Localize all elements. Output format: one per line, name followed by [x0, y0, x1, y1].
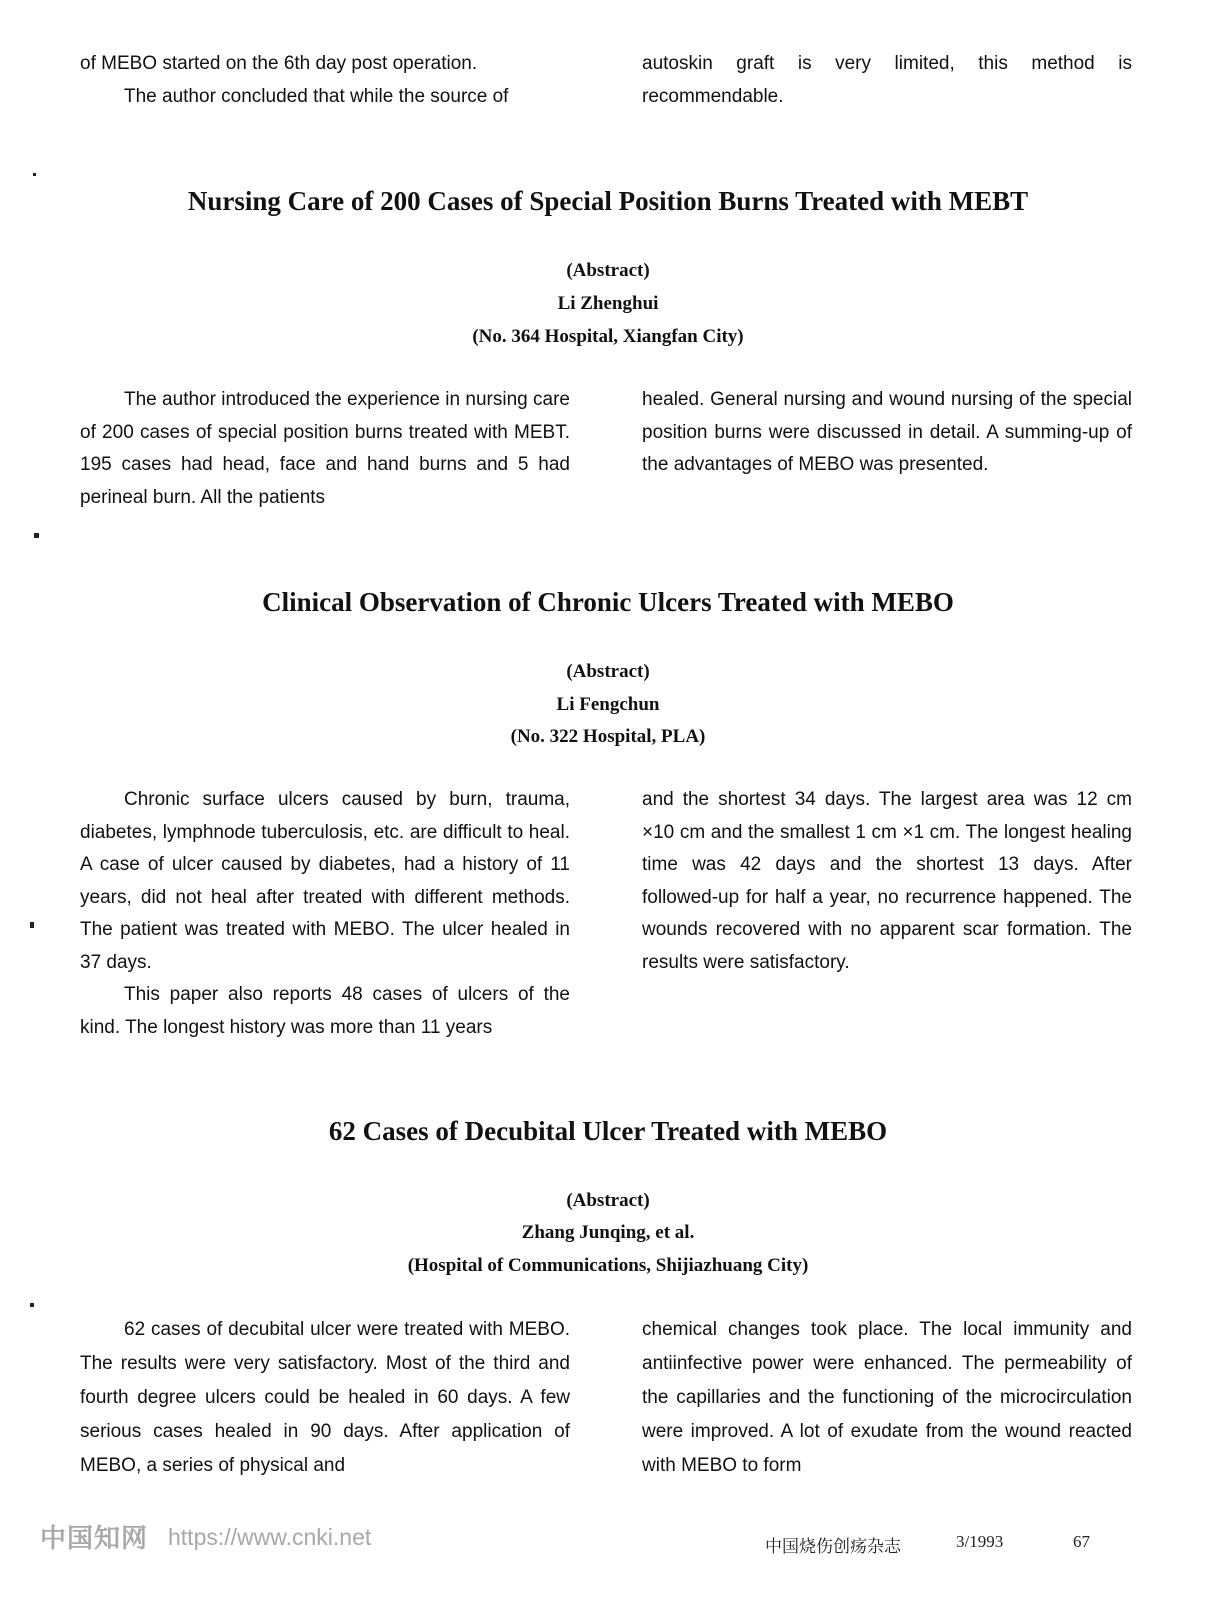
article-2-right-column [642, 784, 1132, 979]
journal-name: 中国烧伤创疡杂志 [765, 1537, 901, 1557]
article-3-label: (Abstract) [566, 1190, 650, 1211]
article-1-label: (Abstract) [566, 260, 650, 281]
top-fragment-right-text: autoskin graft is very limited, this method is recommendable. [642, 53, 1132, 107]
article-2-label: (Abstract) [566, 661, 650, 682]
article-3-right-column [642, 1313, 1132, 1483]
top-fragment-line-1: of MEBO started on the 6th day post operation. [80, 53, 478, 74]
issue-number: 3/1993 [956, 1532, 1004, 1551]
top-fragment-line-2: The author concluded that while the source of [124, 85, 509, 107]
page-number: 67 [1073, 1532, 1090, 1551]
article-3-author: Zhang Junqing, et al. [521, 1222, 695, 1243]
article-2-left-column [80, 784, 570, 1044]
article-3-paragraph: chemical changes took place. The local immunity and antiinfective power were enhanced. The permeability of the capillaries and the functioning of the microcirculation were improved. A lot of exudate from the wound reacted with MEBO to form [642, 1319, 1132, 1476]
article-1-right-column [642, 384, 1132, 482]
margin-mark [30, 922, 34, 928]
cnki-url-watermark: https://www.cnki.net [168, 1524, 372, 1550]
article-3-title: 62 Cases of Decubital Ulcer Treated with MEBO [328, 1116, 888, 1146]
article-2-paragraph-2: This paper also reports 48 cases of ulcers of the kind. The longest history was more than 11 years [80, 984, 570, 1038]
margin-mark [34, 533, 39, 538]
top-fragment-right-column [642, 48, 1132, 113]
article-1-author: Li Zhenghui [557, 293, 659, 314]
article-1-left-column [80, 384, 570, 514]
article-3-paragraph: 62 cases of decubital ulcer were treated with MEBO. The results were very satisfactory. Most of the third and fourth degree ulcers could be healed in 60 days. A few serious cases healed in 90 days. After application of MEBO, a series of physical and [80, 1319, 570, 1476]
article-2-author: Li Fengchun [556, 694, 660, 715]
article-1-affiliation: (No. 364 Hospital, Xiangfan City) [472, 326, 744, 347]
article-3-left-column [80, 1313, 570, 1483]
top-fragment-left-column [80, 48, 570, 113]
article-2-title: Clinical Observation of Chronic Ulcers Treated with MEBO [262, 587, 954, 617]
article-1-title: Nursing Care of 200 Cases of Special Position Burns Treated with MEBT [187, 186, 1029, 216]
article-2-paragraph-1: Chronic surface ulcers caused by burn, trauma, diabetes, lymphnode tuberculosis, etc. are difficult to heal. A case of ulcer caused by diabetes, had a history of 11 years, did not heal after treated with different methods. The patient was treated with MEBO. The ulcer healed in 37 days. [80, 789, 570, 973]
margin-mark [33, 173, 36, 176]
article-1-paragraph: The author introduced the experience in nursing care of 200 cases of special position burns treated with MEBT. 195 cases had head, face and hand burns and 5 had perineal burn. All the patients [80, 389, 570, 508]
article-2-affiliation: (No. 322 Hospital, PLA) [510, 726, 706, 747]
cnki-logo: 中国知网 [40, 1524, 149, 1554]
article-3-affiliation: (Hospital of Communications, Shijiazhuang City) [407, 1255, 809, 1276]
article-2-paragraph-3: and the shortest 34 days. The largest area was 12 cm ×10 cm and the smallest 1 cm ×1 cm. The longest healing time was 42 days and the shortest 13 days. After followed-up for half a year, no recurrence happened. The wounds recovered with no apparent scar formation. The results were satisfactory. [642, 789, 1132, 973]
article-1-paragraph: healed. General nursing and wound nursing of the special position burns were discussed in detail. A summing-up of the advantages of MEBO was presented. [642, 389, 1132, 475]
margin-mark [30, 1303, 34, 1307]
